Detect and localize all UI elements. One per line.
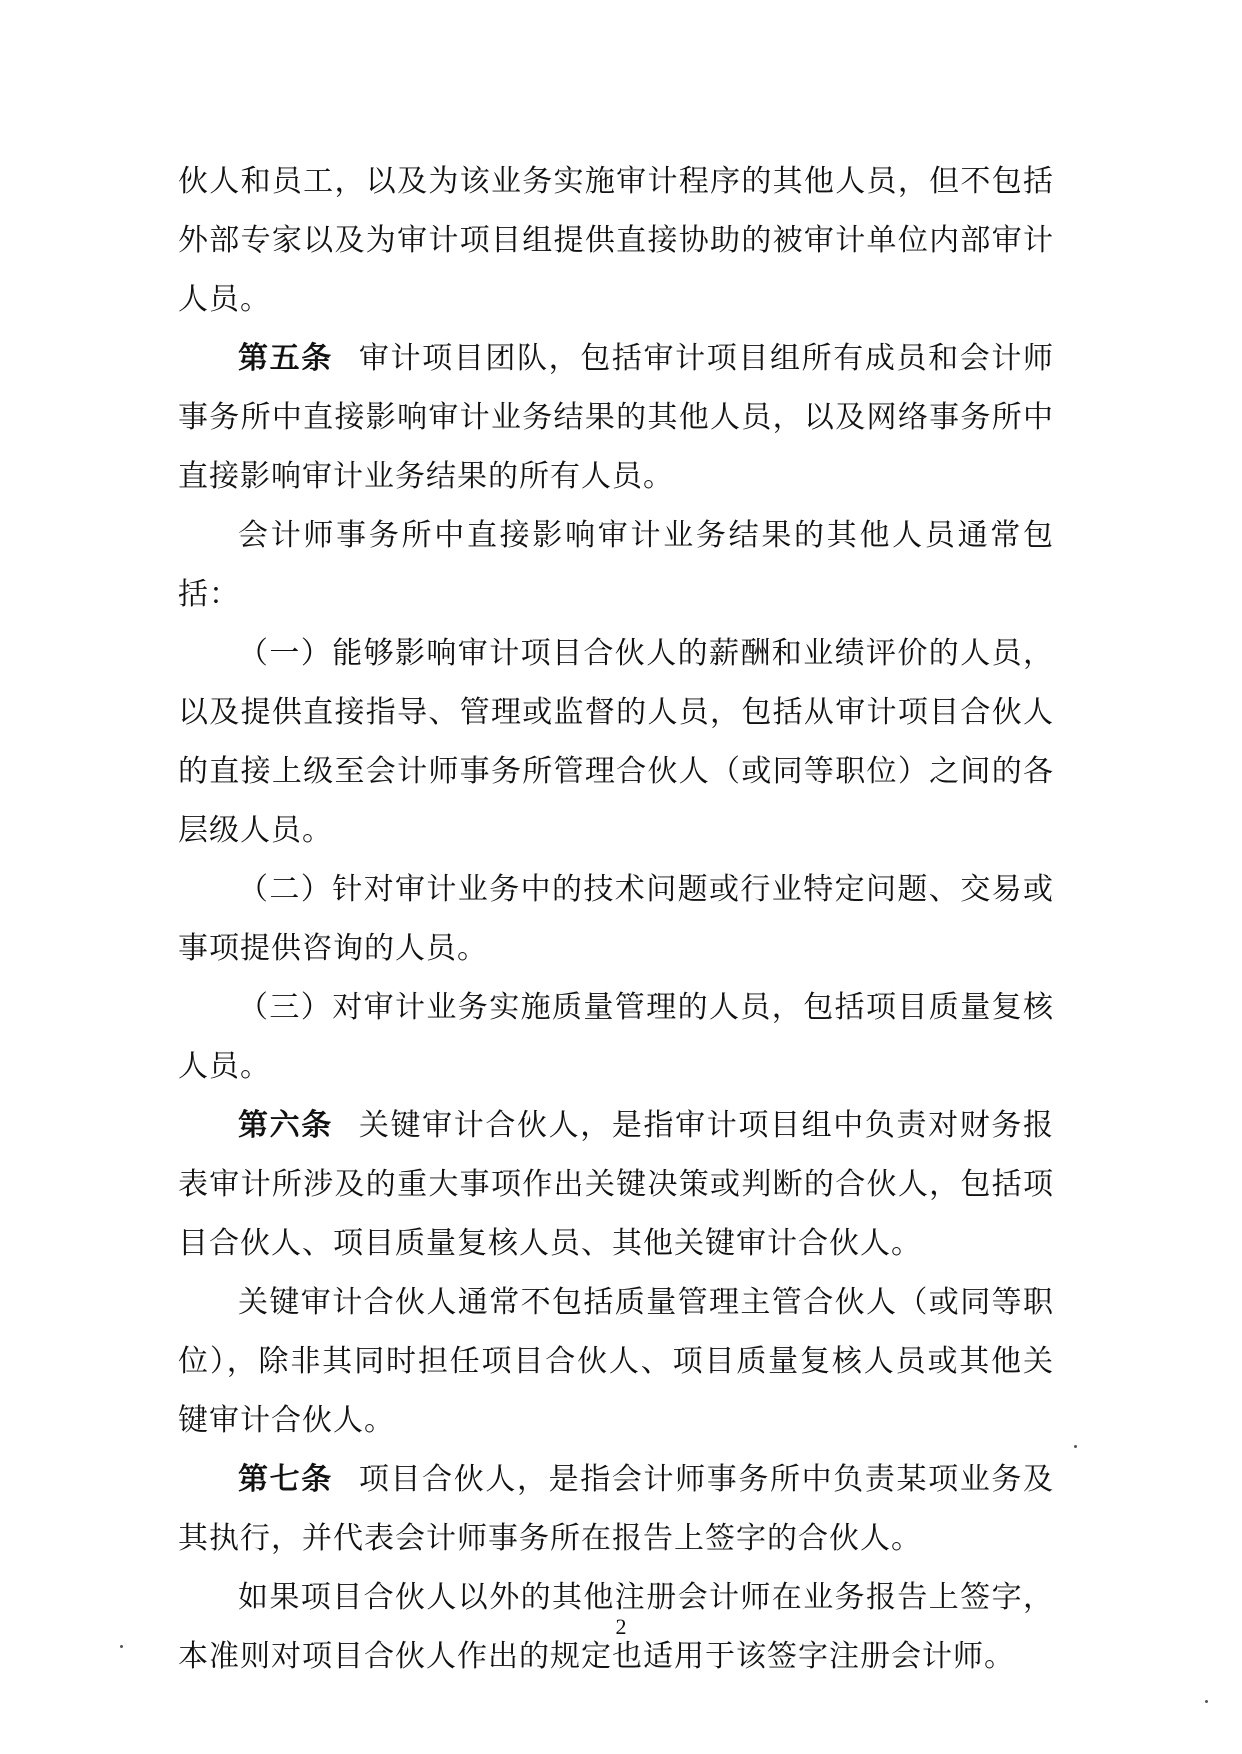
paragraph-text: 关键审计合伙人通常不包括质量管理主管合伙人（或同等职位），除非其同时担任项目合伙人、项目质量复核人员或其他关键审计合伙人。 <box>178 1285 1054 1438</box>
list-item-3 <box>178 978 1054 1096</box>
paragraph-text: 审计项目团队，包括审计项目组所有成员和会计师事务所中直接影响审计业务结果的其他人员，以及网络事务所中直接影响审计业务结果的所有人员。 <box>178 341 1054 494</box>
article-heading: 第五条 <box>238 341 333 376</box>
paragraph-text: 项目合伙人，是指会计师事务所中负责某项业务及其执行，并代表会计师事务所在报告上签字的合伙人。 <box>178 1462 1054 1556</box>
paragraph-text: （一）能够影响审计项目合伙人的薪酬和业绩评价的人员，以及提供直接指导、管理或监督的人员，包括从审计项目合伙人的直接上级至会计师事务所管理合伙人（或同等职位）之间的各层级人员。 <box>178 636 1054 848</box>
paragraph-text: 如果项目合伙人以外的其他注册会计师在业务报告上签字，本准则对项目合伙人作出的规定也适用于该签字注册会计师。 <box>178 1580 1054 1674</box>
page-number: 2 <box>615 1614 627 1639</box>
scan-speck <box>1205 1700 1208 1703</box>
article-7 <box>178 1450 1054 1568</box>
body-text <box>178 152 1054 1686</box>
list-item-2 <box>178 860 1054 978</box>
paragraph-text: 伙人和员工，以及为该业务实施审计程序的其他人员，但不包括外部专家以及为审计项目组提供直接协助的被审计单位内部审计人员。 <box>178 164 1054 317</box>
scan-speck <box>120 1645 123 1648</box>
list-item-1 <box>178 624 1054 860</box>
paragraph-text: 会计师事务所中直接影响审计业务结果的其他人员通常包括： <box>178 518 1054 612</box>
article-heading: 第六条 <box>238 1108 333 1143</box>
article-5 <box>178 329 1054 506</box>
scan-speck <box>1074 1445 1077 1448</box>
paragraph-text: 关键审计合伙人，是指审计项目组中负责对财务报表审计所涉及的重大事项作出关键决策或判断的合伙人，包括项目合伙人、项目质量复核人员、其他关键审计合伙人。 <box>178 1108 1054 1261</box>
paragraph-text: （二）针对审计业务中的技术问题或行业特定问题、交易或事项提供咨询的人员。 <box>178 872 1054 966</box>
article-6 <box>178 1096 1054 1273</box>
paragraph-continued <box>178 152 1054 329</box>
paragraph-key-partner-note <box>178 1273 1054 1450</box>
article-heading: 第七条 <box>238 1462 333 1497</box>
paragraph-intro <box>178 506 1054 624</box>
paragraph-text: （三）对审计业务实施质量管理的人员，包括项目质量复核人员。 <box>178 990 1054 1084</box>
